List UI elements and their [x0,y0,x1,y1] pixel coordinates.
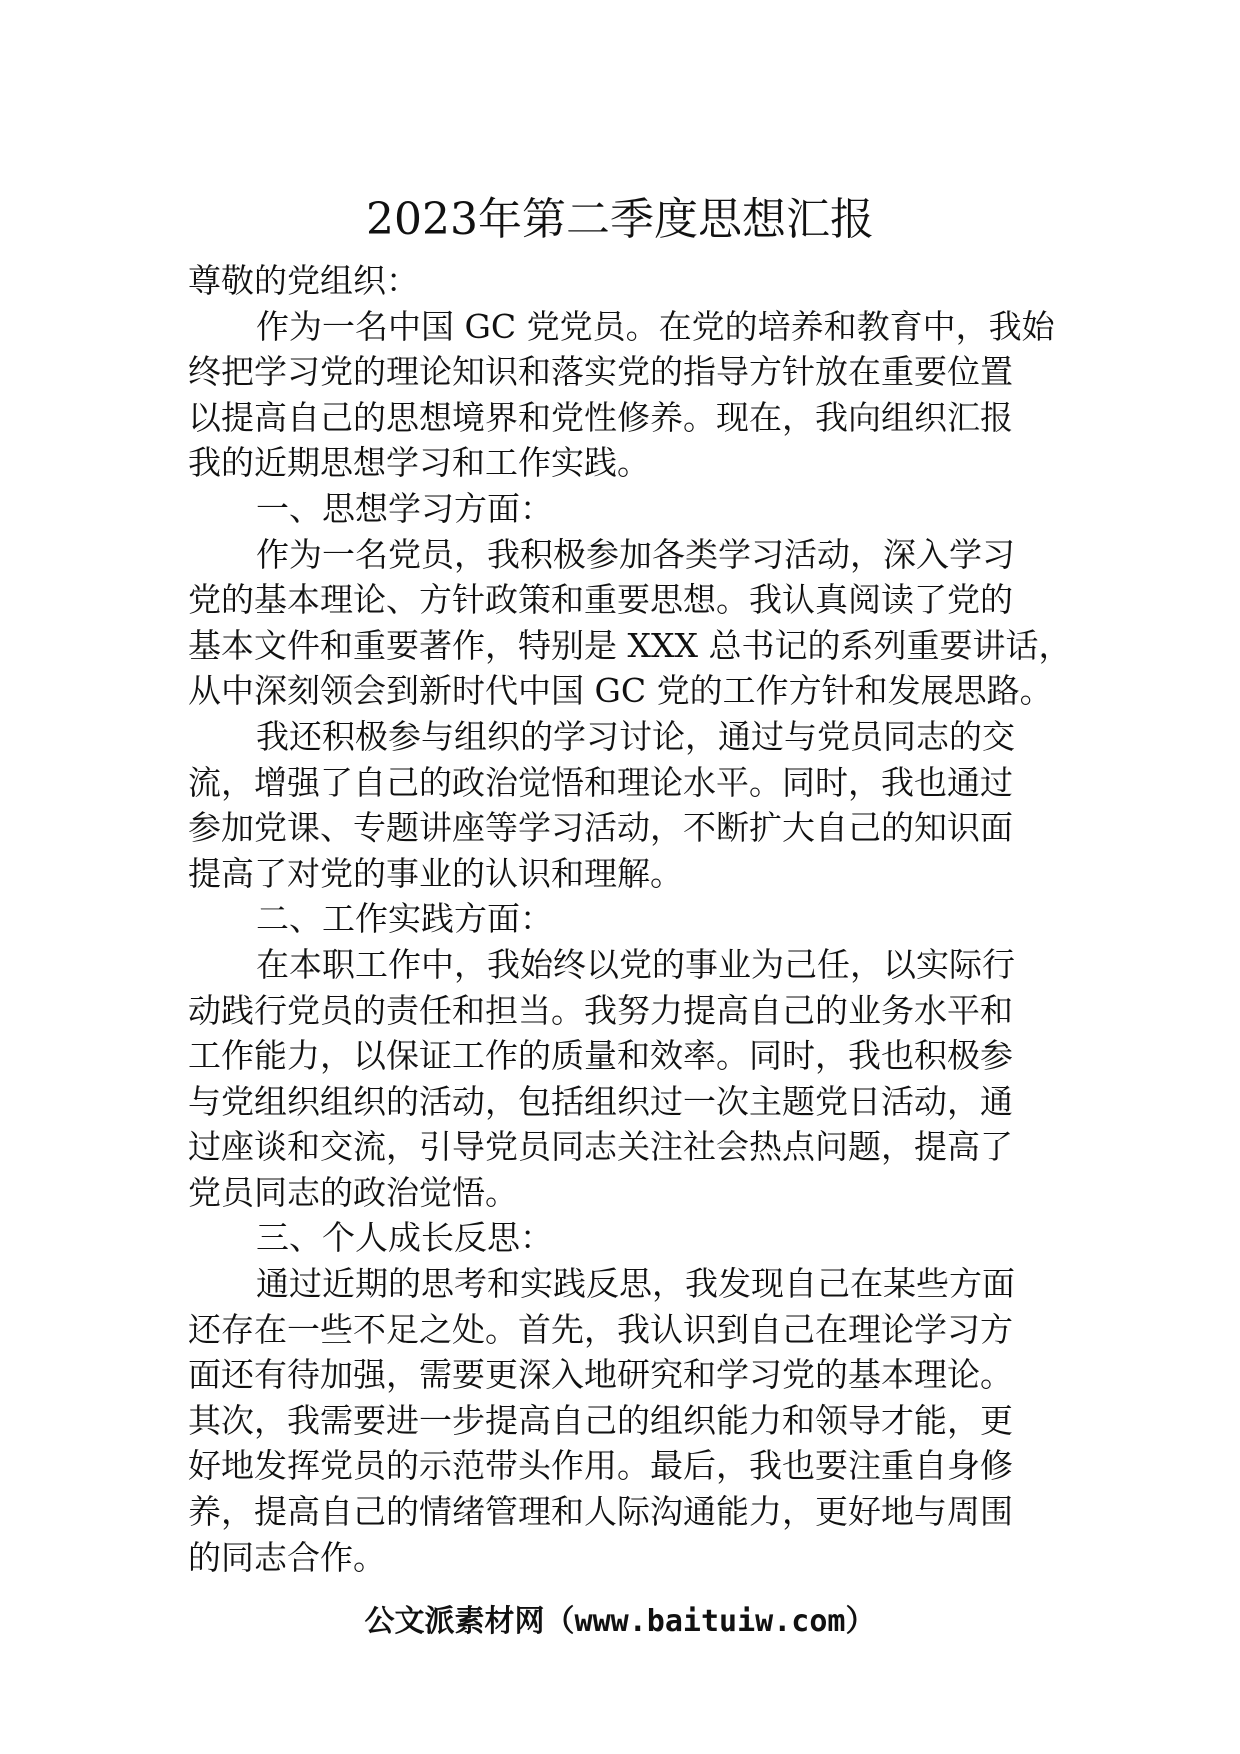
document-title: 2023年第二季度思想汇报 [366,194,874,245]
paragraph-intro-line: 我的近期思想学习和工作实践。 [188,443,650,483]
paragraph-work-line: 在本职工作中，我始终以党的事业为己任，以实际行 [256,944,1015,984]
section-heading-3: 三、个人成长反思： [256,1218,553,1258]
paragraph-study-line: 作为一名党员，我积极参加各类学习活动，深入学习 [256,534,1015,574]
paragraph-work-line: 动践行党员的责任和担当。我努力提高自己的业务水平和 [188,990,1013,1030]
paragraph-study-line: 从中深刻领会到新时代中国 GC 党的工作方针和发展思路。 [188,671,1053,711]
paragraph-work-line: 过座谈和交流，引导党员同志关注社会热点问题，提高了 [188,1127,1013,1167]
paragraph-reflection-line: 好地发挥党员的示范带头作用。最后，我也要注重自身修 [188,1446,1013,1486]
salutation: 尊敬的党组织： [188,261,419,300]
paragraph-intro-line: 作为一名中国 GC 党党员。在党的培养和教育中，我始 [256,306,1055,346]
paragraph-reflection-line: 的同志合作。 [188,1537,386,1577]
paragraph-reflection-line: 通过近期的思考和实践反思，我发现自己在某些方面 [256,1264,1015,1304]
paragraph-reflection-line: 其次，我需要进一步提高自己的组织能力和领导才能，更 [188,1400,1013,1440]
paragraph-discussion-line: 流，增强了自己的政治觉悟和理论水平。同时，我也通过 [188,762,1013,802]
section-heading-1: 一、思想学习方面： [256,488,553,528]
paragraph-study-line: 党的基本理论、方针政策和重要思想。我认真阅读了党的 [188,580,1013,620]
paragraph-work-line: 党员同志的政治觉悟。 [188,1172,518,1212]
paragraph-reflection-line: 还存在一些不足之处。首先，我认识到自己在理论学习方 [188,1309,1013,1349]
paragraph-intro-line: 以提高自己的思想境界和党性修养。现在，我向组织汇报 [188,397,1013,437]
paragraph-study-line: 基本文件和重要著作，特别是 XXX 总书记的系列重要讲话， [188,625,1072,665]
paragraph-work-line: 工作能力，以保证工作的质量和效率。同时，我也积极参 [188,1036,1013,1076]
source-footer: 公文派素材网（www.baituiw.com） [364,1604,876,1639]
paragraph-discussion-line: 参加党课、专题讲座等学习活动，不断扩大自己的知识面 [188,808,1013,848]
paragraph-reflection-line: 面还有待加强，需要更深入地研究和学习党的基本理论。 [188,1355,1013,1395]
document-body [188,258,1072,1580]
paragraph-discussion-line: 我还积极参与组织的学习讨论，通过与党员同志的交 [256,716,1015,756]
paragraph-work-line: 与党组织组织的活动，包括组织过一次主题党日活动，通 [188,1081,1013,1121]
section-heading-2: 二、工作实践方面： [256,899,553,939]
paragraph-intro-line: 终把学习党的理论知识和落实党的指导方针放在重要位置 [188,352,1013,392]
paragraph-reflection-line: 养，提高自己的情绪管理和人际沟通能力，更好地与周围 [188,1492,1013,1532]
paragraph-discussion-line: 提高了对党的事业的认识和理解。 [188,853,683,893]
